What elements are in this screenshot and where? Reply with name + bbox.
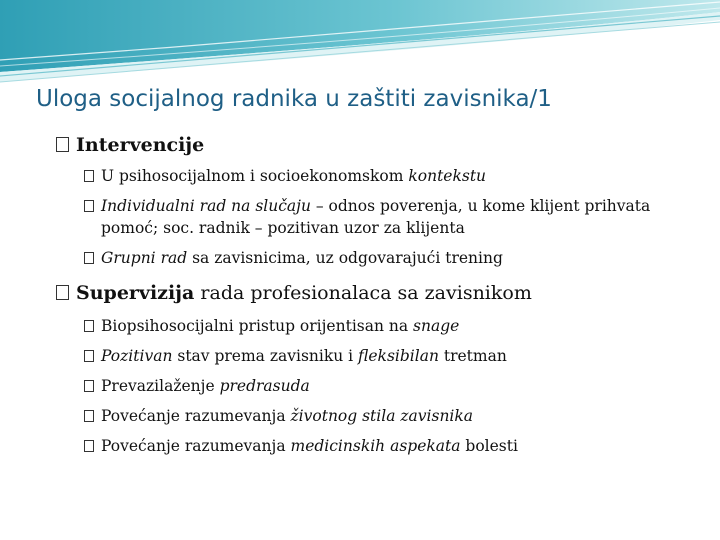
bullet-box-icon bbox=[84, 350, 94, 362]
bullet-box-icon bbox=[84, 380, 94, 392]
list-item bbox=[56, 405, 696, 427]
list-item-text: Individualni rad na slučaju bbox=[101, 197, 311, 215]
bullet-box-icon bbox=[84, 440, 94, 452]
list-item-text: – odnos poverenja, u kome klijent prihvata pomoć; soc. radnik – pozitivan uzor za klijenta bbox=[101, 197, 651, 237]
section-heading bbox=[56, 281, 696, 305]
list-item-text: medicinskih aspekata bbox=[290, 437, 461, 455]
list-item-text: stav prema zavisniku i bbox=[172, 347, 359, 365]
header-wave-decoration bbox=[0, 0, 720, 90]
list-item-text: Prevazilaženje bbox=[101, 377, 220, 395]
list-item-text: predrasuda bbox=[219, 377, 310, 395]
list-item-text: sa zavisnicima, uz odgovarajući trening bbox=[187, 249, 503, 267]
list-item-text: bolesti bbox=[460, 437, 518, 455]
section-heading bbox=[56, 133, 696, 157]
section-heading-bold: Supervizija bbox=[76, 282, 195, 304]
list-item-text: U psihosocijalnom i socioekonomskom bbox=[101, 167, 409, 185]
list-item-text: tretman bbox=[438, 347, 507, 365]
bullet-box-icon bbox=[84, 200, 94, 212]
list-item bbox=[56, 375, 696, 397]
bullet-box-icon bbox=[84, 320, 94, 332]
list-item-text: snage bbox=[413, 317, 460, 335]
bullet-box-icon bbox=[84, 252, 94, 264]
page-title: Uloga socijalnog radnika u zaštiti zavisnika/1 bbox=[36, 86, 552, 112]
section-heading-bold: Intervencije bbox=[76, 134, 205, 156]
list-item-text: životnog stila zavisnika bbox=[290, 407, 474, 425]
bullet-box-icon bbox=[56, 137, 69, 152]
list-item-text: fleksibilan bbox=[358, 347, 439, 365]
bullet-box-icon bbox=[56, 285, 69, 300]
list-item-text: Grupni rad bbox=[101, 249, 188, 267]
list-item bbox=[56, 195, 696, 239]
bullet-box-icon bbox=[84, 170, 94, 182]
bullet-content bbox=[56, 133, 696, 465]
list-item-text: Povećanje razumevanja bbox=[101, 407, 291, 425]
list-item bbox=[56, 315, 696, 337]
list-item-text: Pozitivan bbox=[101, 347, 173, 365]
section-heading-rest: rada profesionalaca sa zavisnikom bbox=[194, 282, 532, 304]
list-item bbox=[56, 247, 696, 269]
list-item bbox=[56, 435, 696, 457]
list-item bbox=[56, 165, 696, 187]
list-item-text: Povećanje razumevanja bbox=[101, 437, 291, 455]
bullet-box-icon bbox=[84, 410, 94, 422]
list-item-text: kontekstu bbox=[408, 167, 487, 185]
list-item bbox=[56, 345, 696, 367]
list-item-text: Biopsihosocijalni pristup orijentisan na bbox=[101, 317, 414, 335]
